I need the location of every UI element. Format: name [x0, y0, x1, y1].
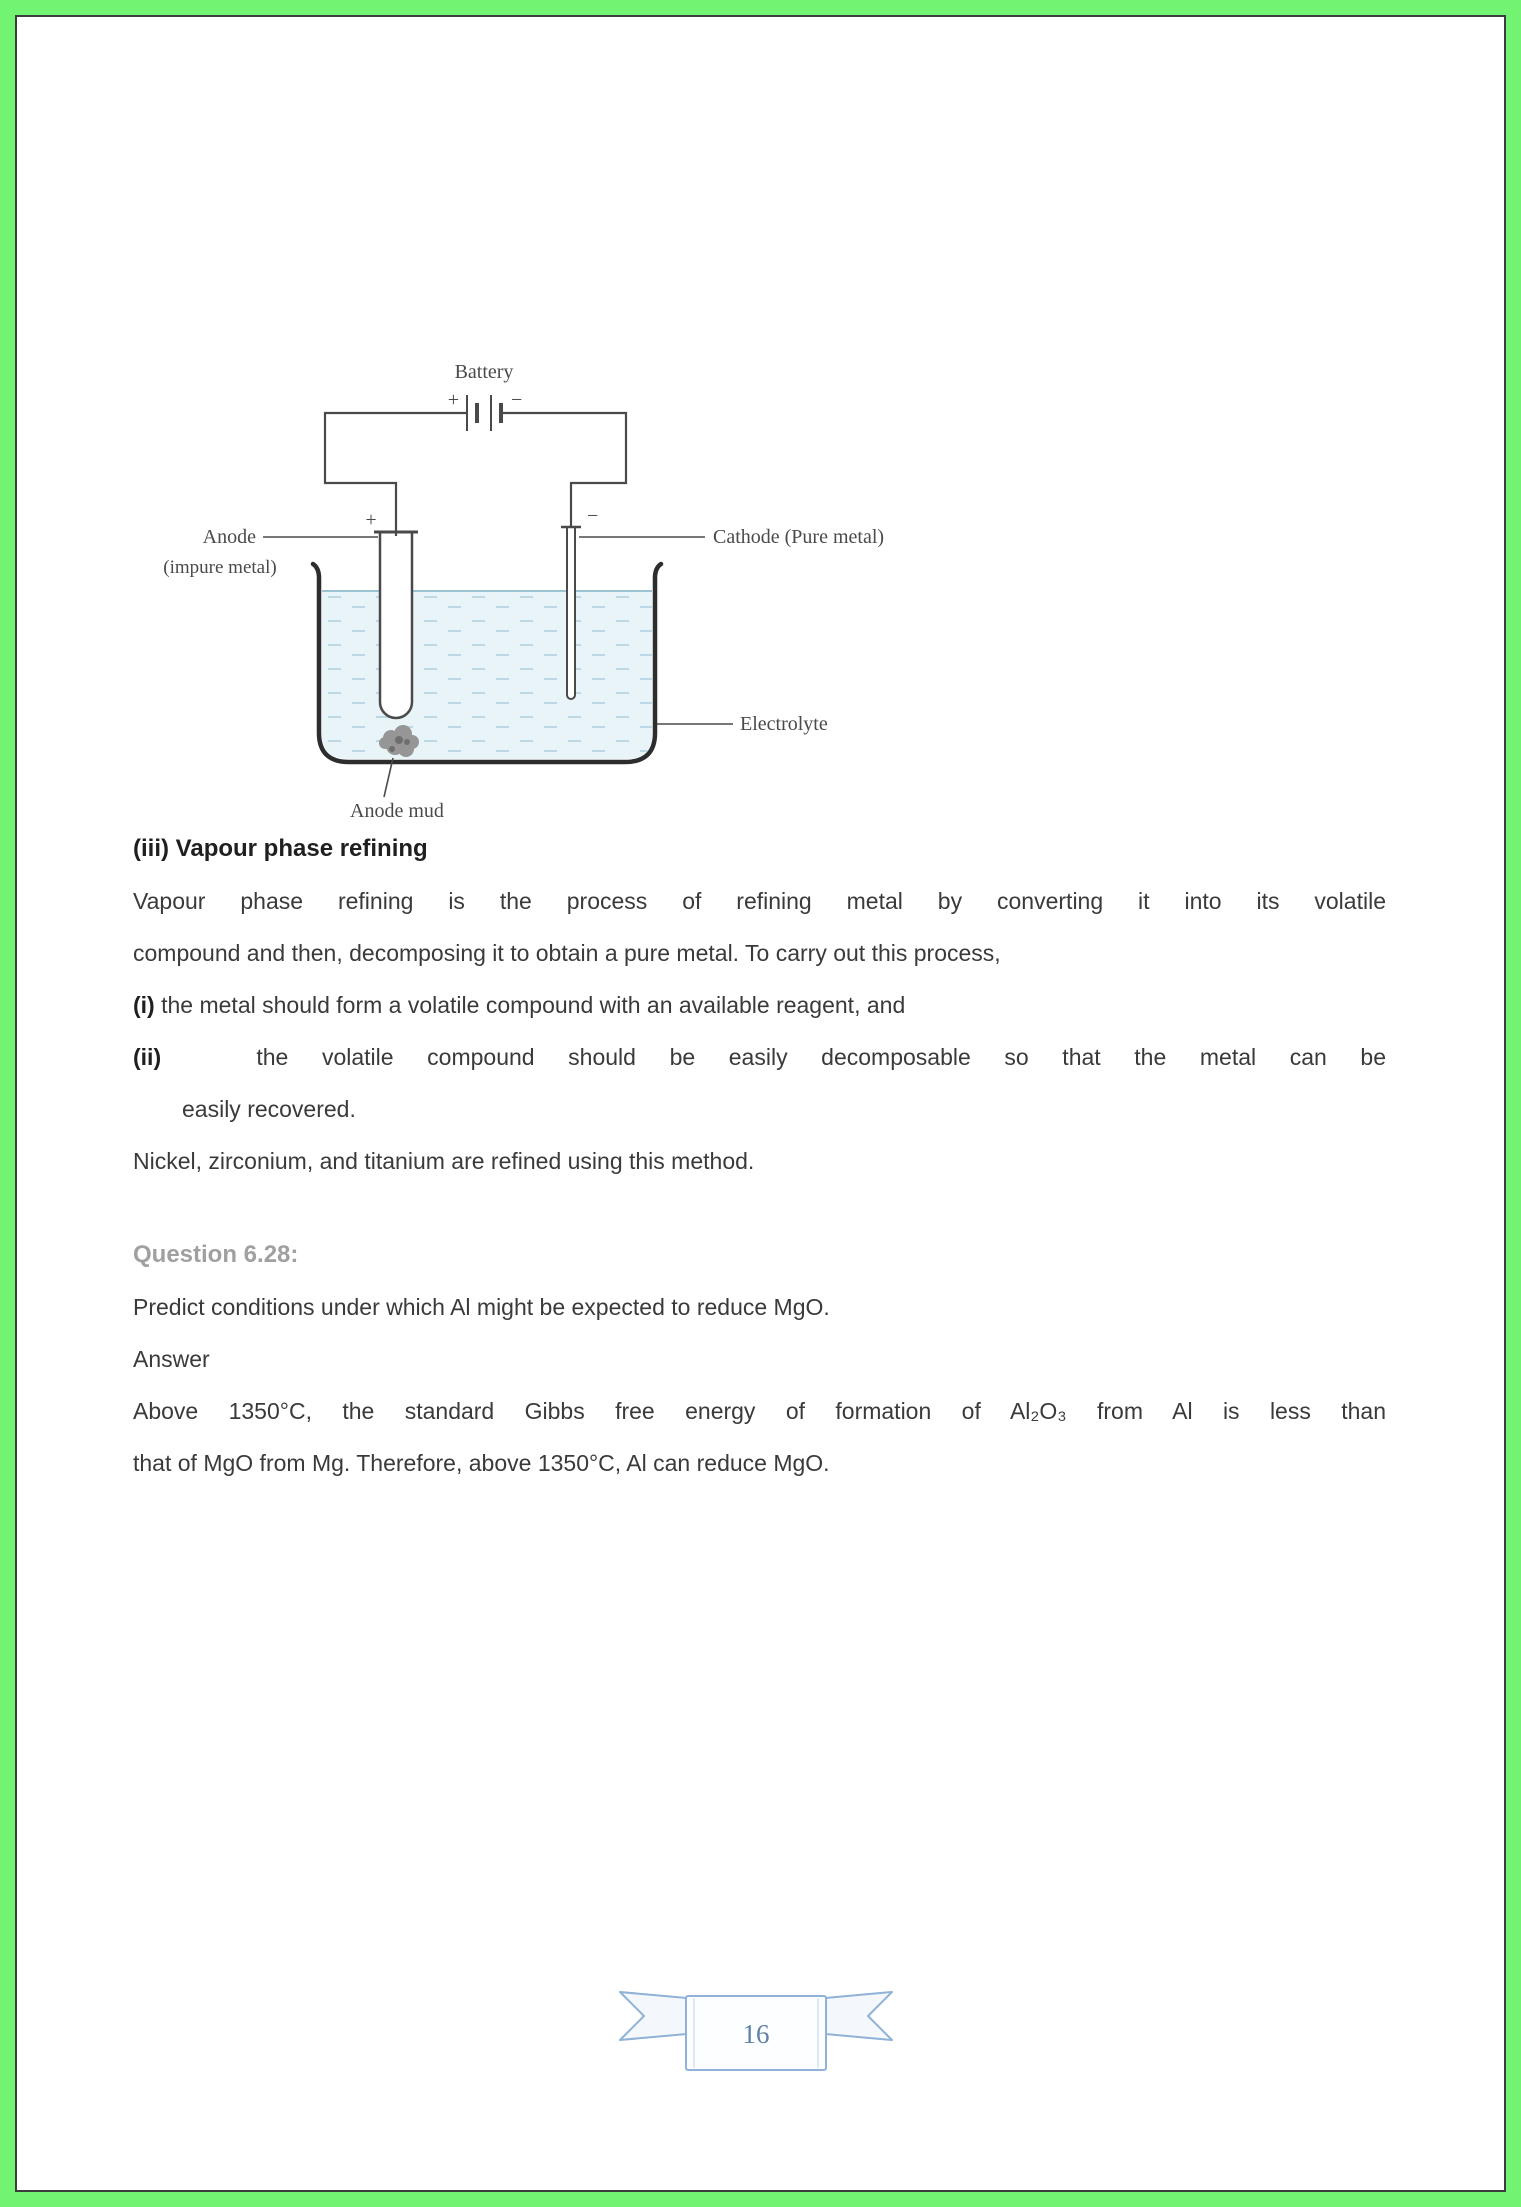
list-item-ii-label: (ii)	[133, 1044, 162, 1070]
electrolyte-texture	[322, 591, 652, 759]
anode-plus-sign: +	[365, 509, 377, 531]
list-item-i	[133, 979, 1386, 1031]
wire-left	[325, 413, 467, 536]
cathode-electrode	[567, 527, 575, 699]
list-item-ii-text: the volatile compound should be easily decomposable so that the metal can be	[256, 1044, 1387, 1070]
answer-label-text: Answer	[133, 1346, 210, 1372]
list-item-ii-line1	[133, 1031, 1386, 1083]
answer-paragraph	[133, 1385, 1386, 1489]
battery-plus-sign: +	[447, 389, 459, 411]
question-text-line: Predict conditions under which Al might be expected to reduce MgO.	[133, 1294, 830, 1320]
answer-label	[133, 1333, 1386, 1385]
paragraph-line: compound and then, decomposing it to obtain a pure metal. To carry out this process,	[133, 940, 1001, 966]
battery-minus-sign: −	[511, 389, 523, 411]
answer-line: Above 1350°C, the standard Gibbs free energy of formation of Al₂O₃ from Al is less than	[133, 1398, 1386, 1424]
electrolytic-refining-diagram	[133, 350, 963, 850]
list-item-ii	[133, 1031, 1386, 1135]
cathode-minus-sign: −	[587, 505, 599, 527]
paragraph-vapour-intro	[133, 875, 1386, 979]
anode-label: Anode	[202, 526, 256, 548]
battery-label: Battery	[454, 361, 514, 383]
battery-symbol	[467, 395, 501, 431]
question-heading	[133, 1229, 1386, 1281]
list-item-i-text: the metal should form a volatile compound with an available reagent, and	[161, 992, 906, 1018]
section-heading-text: (iii) Vapour phase refining	[133, 835, 428, 862]
anode-electrode	[380, 532, 412, 718]
section-heading-vapour-phase	[133, 823, 1386, 875]
anode-mud-label: Anode mud	[350, 800, 444, 822]
page-number: 16	[742, 2019, 770, 2049]
answer-line: that of MgO from Mg. Therefore, above 1350°C, Al can reduce MgO.	[133, 1450, 830, 1476]
paragraph-line: Nickel, zirconium, and titanium are refined using this method.	[133, 1148, 755, 1174]
list-item-i-label: (i)	[133, 992, 155, 1018]
page-number-ribbon	[606, 1985, 906, 2081]
question-text	[133, 1281, 1386, 1333]
list-item-i-line	[133, 979, 1386, 1031]
cathode-label: Cathode (Pure metal)	[713, 526, 885, 548]
main-text-content	[133, 823, 1386, 1489]
list-item-ii-line2: easily recovered.	[182, 1096, 356, 1122]
paragraph-line: Vapour phase refining is the process of refining metal by converting it into its volatile	[133, 888, 1386, 914]
electrolyte-label: Electrolyte	[740, 713, 828, 735]
anode-sublabel: (impure metal)	[163, 557, 277, 578]
question-heading-text: Question 6.28:	[133, 1241, 299, 1268]
paragraph-metals-refined	[133, 1135, 1386, 1187]
wire-right	[501, 413, 626, 527]
